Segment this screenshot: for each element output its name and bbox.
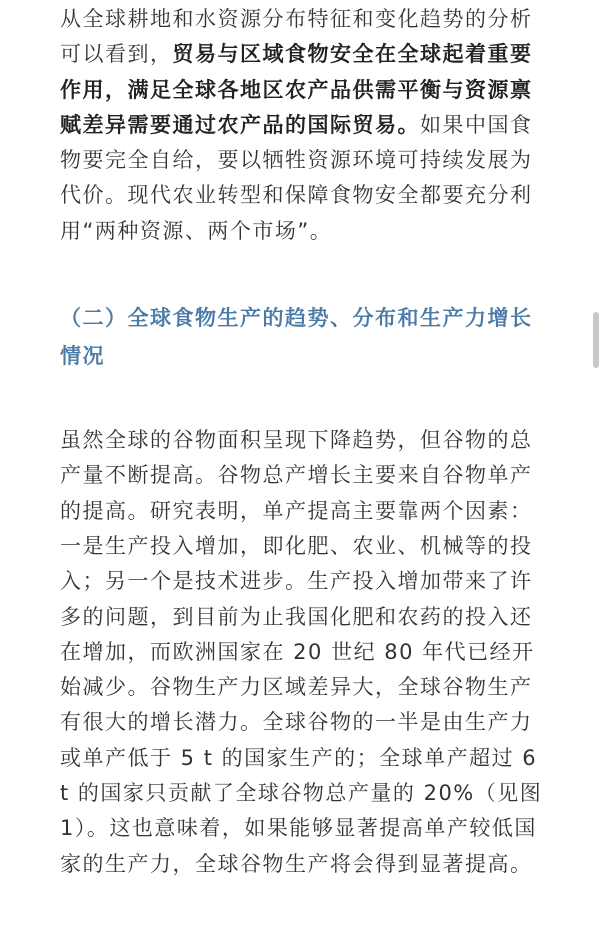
scrollbar[interactable] — [592, 0, 600, 947]
paragraph-trade — [60, 2, 550, 249]
section-heading: （二）全球食物生产的趋势、分布和生产力增长情况 — [60, 306, 533, 369]
article-body — [60, 0, 550, 882]
paragraph-trade-rest: 如果中国食物要完全自给，要以牺牲资源环境可持续发展为代价。现代农业转型和保障食物安全都要充分利用“两种资源、两个市场”。 — [60, 112, 533, 243]
scrollbar-thumb[interactable] — [593, 312, 599, 368]
paragraph-trade-emphasis: 贸易与区域食物安全在全球起着重要作用，满足全球各地区农产品供需平衡与资源禀赋差异需要通过农产品的国际贸易。 — [60, 42, 533, 137]
paragraph-production: 虽然全球的谷物面积呈现下降趋势，但谷物的总产量不断提高。谷物总产增长主要来自谷物单产的提高。研究表明，单产提高主要靠两个因素：一是生产投入增加，即化肥、农业、机械等的投入；另一个是技术进步。生产投入增加带来了许多的问题，到目前为止我国化肥和农药的投入还在增加，而欧洲国家在 20 世纪 80 年代已经开始减少。谷物生产力区域差异大，全球谷物生产有很大的增长潜力。全球谷物的一半是由生产力或单产低于 5 t 的国家生产的；全球单产超过 6 t 的国家只贡献了全球谷物总产量的 20%（见图 1）。这也意味着，如果能够显著提高单产较低国家的生产力，全球谷物生产将会得到显著提高。 — [60, 428, 543, 876]
paragraph-trade-lead: 从全球耕地和水资源分布特征和变化趋势的分析可以看到， — [60, 7, 533, 67]
